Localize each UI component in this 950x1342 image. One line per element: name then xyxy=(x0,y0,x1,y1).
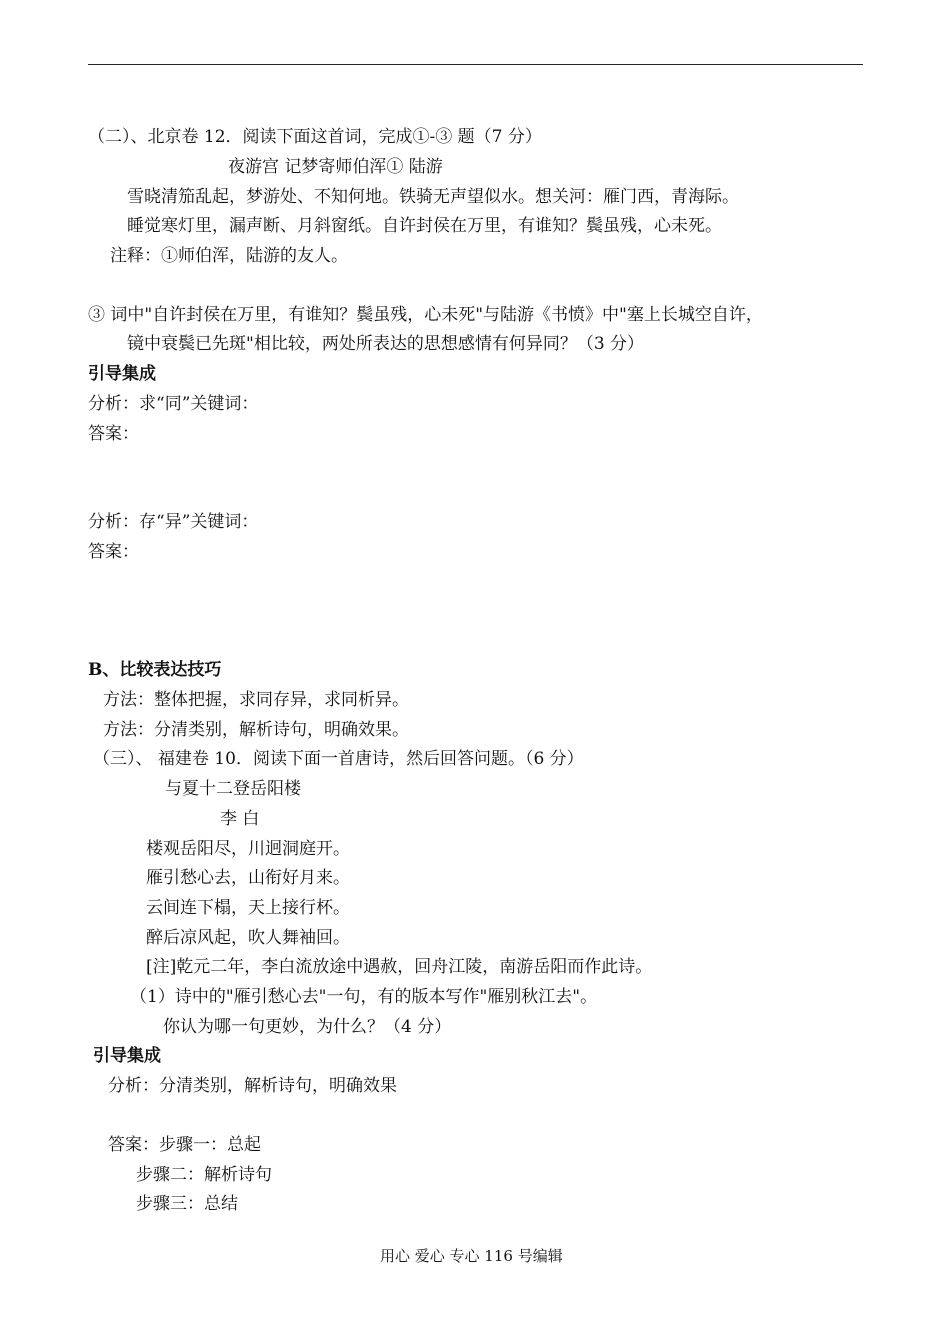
section2-heading: （二）、北京卷 12．阅读下面这首词，完成①-③ 题（7 分） xyxy=(88,127,542,147)
answer-step: 步骤二：解析诗句 xyxy=(136,1165,272,1185)
answer-label: 答案： xyxy=(88,542,139,562)
poem-title: 夜游宫 记梦寄师伯浑① 陆游 xyxy=(228,157,443,177)
poem-line: 雪晓清笳乱起，梦游处、不知何地。铁骑无声望似水。想关河：雁门西，青海际。 xyxy=(127,187,739,207)
question-text: 镜中衰鬓已先斑"相比较，两处所表达的思想感情有何异同？（3 分） xyxy=(127,334,645,354)
poem-note: 注释：①师伯浑，陆游的友人。 xyxy=(110,246,348,266)
poem-line: 楼观岳阳尽，川迥洞庭开。 xyxy=(146,839,350,859)
answer-step: 步骤三：总结 xyxy=(136,1194,238,1214)
question-text: ③ 词中"自许封侯在万里，有谁知？鬓虽残，心未死"与陆游《书愤》中"塞上长城空自许， xyxy=(88,305,763,325)
method-text: 方法：整体把握，求同存异，求同析异。 xyxy=(103,690,409,710)
poem-note: [注]乾元二年，李白流放途中遇赦，回舟江陵，南游岳阳而作此诗。 xyxy=(146,957,653,977)
sectionB-heading: B、比较表达技巧 xyxy=(88,660,222,680)
analysis-text: 分析：分清类别，解析诗句，明确效果 xyxy=(108,1076,397,1096)
poem-author: 李 白 xyxy=(220,809,260,829)
poem-line: 醉后凉风起，吹人舞袖回。 xyxy=(146,928,350,948)
poem-line: 云间连下榻，天上接行杯。 xyxy=(146,898,350,918)
header-rule xyxy=(88,64,863,65)
poem-title: 与夏十二登岳阳楼 xyxy=(165,779,301,799)
question-text: 你认为哪一句更妙，为什么？（4 分） xyxy=(163,1017,452,1037)
analysis-same: 分析：求“同”关键词： xyxy=(88,394,259,414)
guide-heading: 引导集成 xyxy=(93,1046,161,1066)
answer-step: 答案：步骤一：总起 xyxy=(108,1135,261,1155)
section3-heading: （三）、 福建卷 10．阅读下面一首唐诗，然后回答问题。（6 分） xyxy=(93,749,584,769)
answer-label: 答案： xyxy=(88,424,139,444)
page-footer: 用心 爱心 专心 116 号编辑 xyxy=(380,1247,563,1265)
question-text: （1）诗中的"雁引愁心去"一句，有的版本写作"雁别秋江去"。 xyxy=(130,987,598,1007)
analysis-diff: 分析：存“异”关键词： xyxy=(88,512,259,532)
method-text: 方法：分清类别，解析诗句，明确效果。 xyxy=(103,720,409,740)
guide-heading: 引导集成 xyxy=(88,364,156,384)
poem-line: 睡觉寒灯里，漏声断、月斜窗纸。自许封侯在万里，有谁知？鬓虽残，心未死。 xyxy=(127,216,722,236)
poem-line: 雁引愁心去，山衔好月来。 xyxy=(146,868,350,888)
